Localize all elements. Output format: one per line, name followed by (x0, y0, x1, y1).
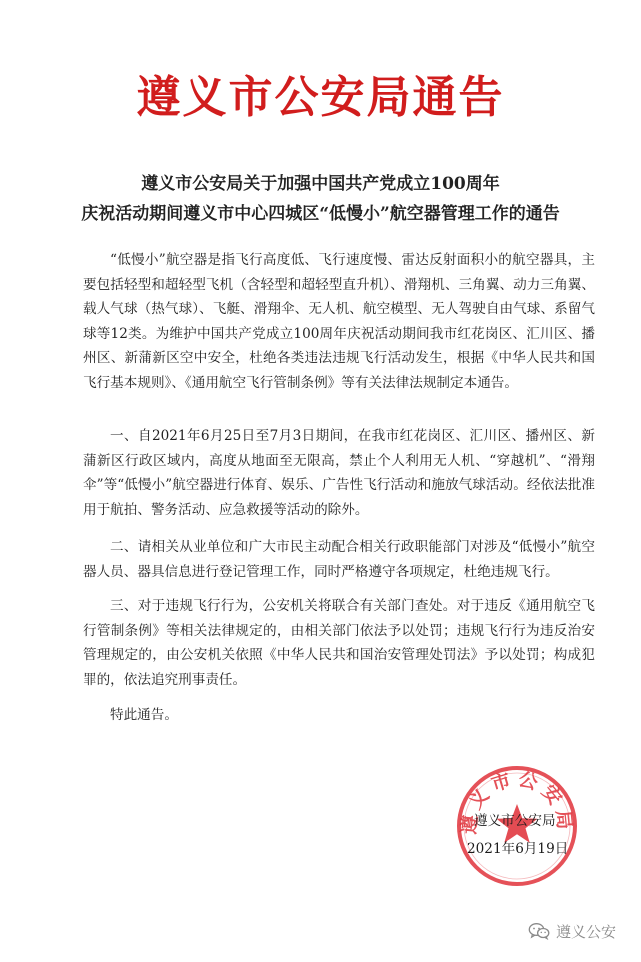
notice-paragraph-intro: “低慢小”航空器是指飞行高度低、飞行速度慢、雷达反射面积小的航空器具，主要包括轻型和超轻型飞机（含轻型和超轻型直升机）、滑翔机、三角翼、动力三角翼、载人气球（热气球）、飞艇、滑翔伞、无人机、航空模型、无人驾驶自由气球、系留气球等12类。为维护中国共产党成立100周年庆祝活动期间我市红花岗区、汇川区、播州区、新蒲新区空中安全，杜绝各类违法违规飞行活动发生，根据《中华人民共和国飞行基本规则》、《通用航空飞行管制条例》等有关法律法规制定本通告。 (83, 252, 595, 391)
seal-arc-text: 遵义市公安局 (458, 767, 576, 836)
notice-subtitle-line-2: 庆祝活动期间遵义市中心四城区“低慢小”航空器管理工作的通告 (81, 204, 560, 224)
watermark (528, 919, 616, 943)
watermark-label: 遵义公安 (556, 922, 617, 941)
wechat-icon (528, 922, 550, 940)
signature-date: 2021年6月19日 (467, 841, 569, 857)
notice-paragraph-item-1: 一、自2021年6月25日至7月3日期间，在我市红花岗区、汇川区、播州区、新蒲新区行政区域内，高度从地面至无限高，禁止个人利用无人机、“穿越机”、“滑翔伞”等“低慢小”航空器进行体育、娱乐、广告性飞行活动和施放气球活动。经依法批准用于航拍、警务活动、应急救援等活动的除外。 (83, 428, 595, 518)
notice-paragraph-item-2: 二、请相关从业单位和广大市民主动配合相关行政职能部门对涉及“低慢小”航空器人员、器具信息进行登记管理工作，同时严格遵守各项规定，杜绝违规飞行。 (83, 539, 595, 580)
notice-closing: 特此通告。 (110, 707, 178, 723)
page-title: 遵义市公安局通告 (136, 72, 505, 123)
notice-subtitle-line-1: 遵义市公安局关于加强中国共产党成立100周年 (141, 174, 500, 194)
notice-paragraph-item-3: 三、对于违规飞行行为，公安机关将联合有关部门查处。对于违反《通用航空飞行管制条例》等相关法律规定的，由相关部门依法予以处罚；违规飞行行为违反治安管理规定的，由公安机关依照《中华人民共和国治安管理处罚法》予以处罚；构成犯罪的，依法追究刑事责任。 (83, 598, 595, 688)
signature-organization: 遵义市公安局 (474, 813, 556, 829)
